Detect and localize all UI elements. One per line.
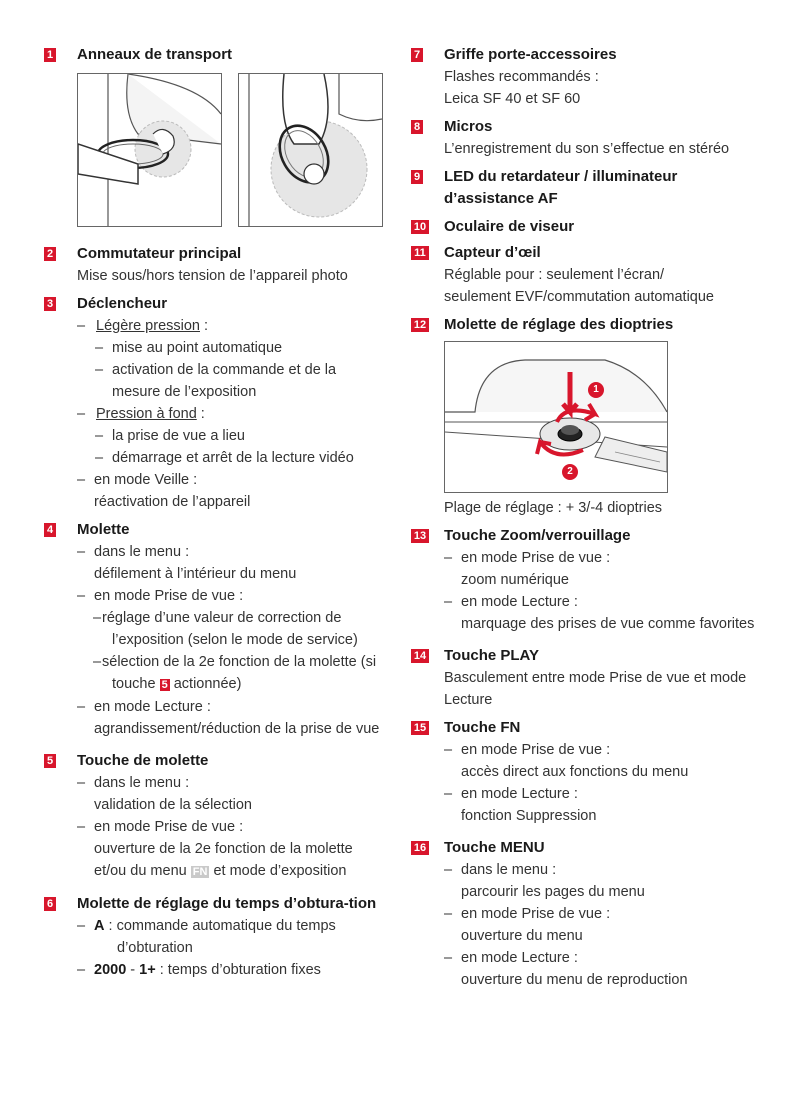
- left-column: [44, 44, 384, 981]
- sub-list-item: – activation de la commande et de la mesure de l’exposition: [95, 362, 337, 400]
- section-13: [411, 525, 761, 635]
- section-number: 8: [411, 120, 423, 134]
- key-5-badge: 5: [161, 679, 168, 691]
- sub-list-item: – mise au point automatique: [95, 340, 283, 356]
- list-item-detail: accès direct aux fonctions du menu: [461, 764, 689, 780]
- sub-list-item: – réglage d’une valeur de correction de l’exposition (selon le mode de service): [93, 610, 358, 648]
- sub-list-item: – la prise de vue a lieu: [95, 428, 245, 444]
- callout-1: 1: [593, 384, 599, 395]
- section-16: [411, 837, 761, 991]
- list-item: – en mode Lecture :: [444, 950, 578, 966]
- section-7: 7 Griffe porte-accessoires Flashes recommandés : Leica SF 40 et SF 60: [411, 44, 761, 110]
- section-title: Molette de réglage du temps d’obtura-tion: [77, 895, 377, 912]
- section-number: 6: [44, 897, 56, 911]
- list-item: – dans le menu :: [77, 544, 190, 560]
- section-14: [411, 645, 761, 711]
- list-item-detail: marquage des prises de vue comme favorites: [461, 616, 755, 632]
- section-10: [411, 216, 761, 238]
- section-title: Capteur d’œil: [444, 244, 541, 261]
- list-item: – dans le menu :: [444, 862, 557, 878]
- section-title: LED du retardateur / illuminateur d’assistance AF: [444, 168, 678, 207]
- right-column: [411, 44, 761, 991]
- list-item-detail: fonction Suppression: [461, 808, 597, 824]
- list-item: – en mode Prise de vue :: [444, 742, 611, 758]
- section-title: Oculaire de viseur: [444, 218, 575, 235]
- sub-list-item: – démarrage et arrêt de la lecture vidéo: [95, 450, 354, 466]
- section-15: [411, 717, 761, 827]
- list-item: – en mode Lecture :: [77, 699, 211, 715]
- section-number: 5: [44, 754, 56, 768]
- carry-ring-illustration-2: [238, 73, 383, 227]
- section-5: [44, 750, 384, 883]
- list-item: – en mode Lecture :: [444, 786, 578, 802]
- section-8: [411, 116, 761, 160]
- section-number: 7: [411, 48, 423, 62]
- list-item-detail: parcourir les pages du menu: [461, 884, 645, 900]
- list-item-detail: ouverture du menu de reproduction: [461, 972, 688, 988]
- section-title: Touche FN: [444, 719, 521, 736]
- list-item: – en mode Prise de vue :: [77, 819, 244, 835]
- list-item-detail: ouverture de la 2e fonction de la molette et/ou du menu FN et mode d’exposition: [94, 841, 353, 879]
- list-item: – en mode Prise de vue :: [444, 906, 611, 922]
- carry-ring-illustration-1: [77, 73, 222, 227]
- list-item: – 2000 - 1+ : temps d’obturation fixes: [77, 962, 321, 978]
- list-item: – en mode Prise de vue :: [77, 588, 244, 604]
- section-number: 10: [411, 220, 429, 234]
- section-number: 14: [411, 649, 429, 663]
- section-title: Touche PLAY: [444, 647, 540, 664]
- list-item: – dans le menu :: [77, 775, 190, 791]
- list-item: – Légère pression :: [77, 318, 209, 334]
- section-description: L’enregistrement du son s’effectue en stéréo: [444, 141, 730, 157]
- list-item: – en mode Prise de vue :: [444, 550, 611, 566]
- list-item: – en mode Lecture :: [444, 594, 578, 610]
- light-press-link: Légère pression: [96, 318, 200, 334]
- section-title: Touche MENU: [444, 839, 545, 856]
- section-number: 1: [44, 48, 56, 62]
- section-2: [44, 243, 384, 287]
- section-3: [44, 293, 384, 513]
- list-item: – en mode Veille :: [77, 472, 198, 488]
- callout-2: 2: [567, 466, 573, 477]
- section-number: 4: [44, 523, 56, 537]
- fn-key-badge: FN: [192, 866, 208, 878]
- section-description: Basculement entre mode Prise de vue et mode Lecture: [444, 670, 747, 708]
- section-title: Griffe porte-accessoires: [444, 46, 617, 63]
- section-number: 9: [411, 170, 423, 184]
- section-4: [44, 519, 384, 740]
- section-9: [411, 166, 761, 210]
- list-item: – A : commande automatique du temps d’obturation: [77, 918, 336, 956]
- list-item-detail: zoom numérique: [461, 572, 569, 588]
- list-item-detail: validation de la sélection: [94, 797, 252, 813]
- section-title: Molette: [77, 521, 130, 538]
- section-number: 16: [411, 841, 429, 855]
- section-title: Déclencheur: [77, 295, 168, 312]
- section-6: [44, 893, 384, 981]
- section-title: Molette de réglage des dioptries: [444, 316, 674, 333]
- list-item: – Pression à fond :: [77, 406, 205, 422]
- section-title: Touche Zoom/verrouillage: [444, 527, 631, 544]
- list-item-detail: réactivation de l’appareil: [94, 494, 251, 510]
- section-12: [411, 314, 761, 519]
- full-press-link: Pression à fond: [96, 406, 197, 422]
- section-title: Commutateur principal: [77, 245, 242, 262]
- section-number: 15: [411, 721, 429, 735]
- section-title: Anneaux de transport: [77, 46, 233, 63]
- list-item-detail: agrandissement/réduction de la prise de vue: [94, 721, 380, 737]
- section-description: Mise sous/hors tension de l’appareil photo: [77, 268, 348, 284]
- section-title: Touche de molette: [77, 752, 209, 769]
- section-number: 3: [44, 297, 56, 311]
- section-11: 11 Capteur d’œil Réglable pour : seulement l’écran/ seulement EVF/commutation automatique: [411, 242, 761, 308]
- section-number: 2: [44, 247, 56, 261]
- list-item-detail: défilement à l’intérieur du menu: [94, 566, 297, 582]
- section-1: [44, 44, 384, 227]
- figure-caption: Plage de réglage : + 3/-4 dioptries: [444, 500, 663, 516]
- section-number: 13: [411, 529, 429, 543]
- sub-list-item: – sélection de la 2e fonction de la molette (si touche 5 actionnée): [93, 654, 377, 692]
- section-number: 11: [411, 246, 429, 260]
- section-number: 12: [411, 318, 429, 332]
- list-item-detail: ouverture du menu: [461, 928, 583, 944]
- diopter-dial-illustration: [444, 341, 668, 493]
- section-title: Micros: [444, 118, 493, 135]
